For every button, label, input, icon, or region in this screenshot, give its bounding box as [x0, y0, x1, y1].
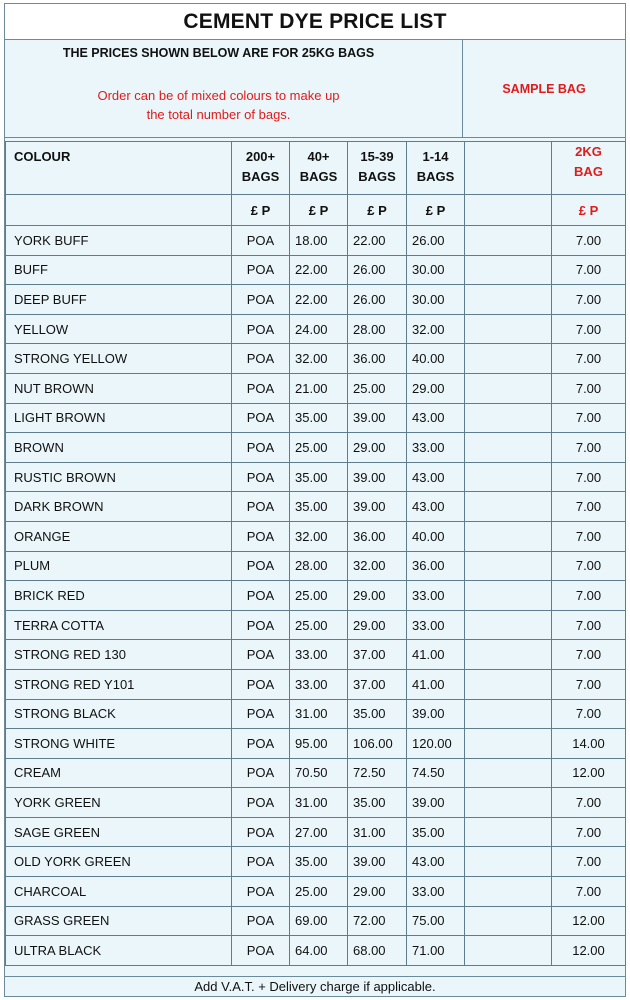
- spacer-cell: [465, 373, 552, 403]
- price-cell-c15: 39.00: [348, 847, 407, 877]
- table-row: [6, 373, 626, 403]
- price-cell-sample: 7.00: [552, 285, 626, 315]
- spacer-cell: [465, 610, 552, 640]
- price-cell-c40: 35.00: [290, 462, 348, 492]
- price-cell-c40: 35.00: [290, 847, 348, 877]
- unit-sample: £ P: [552, 195, 626, 226]
- price-cell-c1: 26.00: [407, 226, 465, 256]
- spacer-cell: [465, 877, 552, 907]
- colour-name-cell: GRASS GREEN: [6, 906, 232, 936]
- price-cell-c200: POA: [232, 551, 290, 581]
- colour-name-cell: BROWN: [6, 433, 232, 463]
- price-cell-c200: POA: [232, 521, 290, 551]
- price-cell-c200: POA: [232, 285, 290, 315]
- price-cell-c200: POA: [232, 936, 290, 966]
- price-cell-c15: 29.00: [348, 581, 407, 611]
- spacer-cell: [465, 344, 552, 374]
- price-cell-c40: 33.00: [290, 669, 348, 699]
- spacer-cell: [465, 142, 552, 195]
- price-cell-c15: 29.00: [348, 610, 407, 640]
- bag-size-heading: THE PRICES SHOWN BELOW ARE FOR 25KG BAGS: [62, 46, 375, 60]
- spacer-cell: [465, 788, 552, 818]
- unit-blank: [6, 195, 232, 226]
- table-row: [6, 344, 626, 374]
- price-cell-c40: 22.00: [290, 255, 348, 285]
- price-cell-c1: 40.00: [407, 521, 465, 551]
- price-cell-sample: 7.00: [552, 581, 626, 611]
- price-cell-c1: 32.00: [407, 314, 465, 344]
- table-row: [6, 788, 626, 818]
- price-cell-c1: 29.00: [407, 373, 465, 403]
- spacer-cell: [465, 669, 552, 699]
- colour-name-cell: CHARCOAL: [6, 877, 232, 907]
- table-row: [6, 877, 626, 907]
- qty-15-header-line2: BAGS: [358, 169, 396, 184]
- price-cell-c40: 35.00: [290, 403, 348, 433]
- price-cell-c15: 35.00: [348, 788, 407, 818]
- colour-name-cell: BRICK RED: [6, 581, 232, 611]
- table-row: [6, 285, 626, 315]
- price-cell-c15: 72.50: [348, 758, 407, 788]
- price-cell-c200: POA: [232, 817, 290, 847]
- price-cell-c200: POA: [232, 581, 290, 611]
- price-cell-c1: 35.00: [407, 817, 465, 847]
- colour-name-cell: STRONG BLACK: [6, 699, 232, 729]
- price-cell-sample: 7.00: [552, 226, 626, 256]
- vat-delivery-note: Add V.A.T. + Delivery charge if applicable.: [5, 976, 625, 996]
- qty-1-header: [407, 142, 465, 195]
- price-cell-c200: POA: [232, 640, 290, 670]
- price-cell-c40: 32.00: [290, 521, 348, 551]
- table-row: [6, 581, 626, 611]
- price-cell-c1: 33.00: [407, 433, 465, 463]
- price-cell-c15: 22.00: [348, 226, 407, 256]
- price-cell-c1: 39.00: [407, 788, 465, 818]
- price-cell-c200: POA: [232, 729, 290, 759]
- colour-name-cell: LIGHT BROWN: [6, 403, 232, 433]
- price-cell-c1: 43.00: [407, 403, 465, 433]
- price-cell-c15: 72.00: [348, 906, 407, 936]
- price-cell-sample: 7.00: [552, 640, 626, 670]
- price-table: [5, 141, 626, 966]
- price-cell-sample: 7.00: [552, 314, 626, 344]
- price-cell-c15: 39.00: [348, 403, 407, 433]
- price-cell-c40: 22.00: [290, 285, 348, 315]
- colour-name-cell: BUFF: [6, 255, 232, 285]
- price-cell-c200: POA: [232, 610, 290, 640]
- price-cell-c1: 30.00: [407, 285, 465, 315]
- spacer-cell: [465, 729, 552, 759]
- colour-name-cell: RUSTIC BROWN: [6, 462, 232, 492]
- table-row: [6, 936, 626, 966]
- table-row: [6, 669, 626, 699]
- price-cell-sample: 7.00: [552, 433, 626, 463]
- spacer-cell: [465, 195, 552, 226]
- spacer-cell: [465, 226, 552, 256]
- unit-15: £ P: [348, 195, 407, 226]
- price-cell-sample: 12.00: [552, 758, 626, 788]
- price-cell-c40: 33.00: [290, 640, 348, 670]
- price-list-sheet: [4, 3, 626, 997]
- price-cell-c1: 30.00: [407, 255, 465, 285]
- qty-40-header-line2: BAGS: [299, 169, 338, 184]
- price-cell-c40: 35.00: [290, 492, 348, 522]
- qty-200-header: [232, 142, 290, 195]
- table-row: [6, 640, 626, 670]
- spacer-cell: [465, 314, 552, 344]
- price-cell-c40: 21.00: [290, 373, 348, 403]
- price-cell-sample: 7.00: [552, 788, 626, 818]
- spacer-cell: [465, 285, 552, 315]
- price-cell-c40: 31.00: [290, 788, 348, 818]
- price-cell-c15: 28.00: [348, 314, 407, 344]
- price-cell-c15: 26.00: [348, 255, 407, 285]
- price-cell-sample: 7.00: [552, 610, 626, 640]
- price-cell-c200: POA: [232, 492, 290, 522]
- note-line-1: Order can be of mixed colours to make up: [97, 88, 340, 103]
- table-row: [6, 462, 626, 492]
- price-cell-c200: POA: [232, 699, 290, 729]
- price-cell-c1: 74.50: [407, 758, 465, 788]
- table-row: [6, 699, 626, 729]
- price-cell-c200: POA: [232, 669, 290, 699]
- spacer-cell: [465, 936, 552, 966]
- price-cell-c15: 29.00: [348, 433, 407, 463]
- colour-name-cell: CREAM: [6, 758, 232, 788]
- sample-header-line2: BAG: [574, 164, 603, 179]
- colour-name-cell: DARK BROWN: [6, 492, 232, 522]
- colour-name-cell: OLD YORK GREEN: [6, 847, 232, 877]
- price-cell-c200: POA: [232, 403, 290, 433]
- table-row: [6, 906, 626, 936]
- price-cell-sample: 7.00: [552, 669, 626, 699]
- price-cell-sample: 7.00: [552, 521, 626, 551]
- table-row: [6, 551, 626, 581]
- price-cell-sample: 7.00: [552, 877, 626, 907]
- price-cell-c200: POA: [232, 255, 290, 285]
- price-cell-c200: POA: [232, 433, 290, 463]
- price-cell-c200: POA: [232, 877, 290, 907]
- mixed-colours-note: [0, 86, 462, 124]
- spacer-cell: [465, 817, 552, 847]
- price-cell-c15: 36.00: [348, 344, 407, 374]
- colour-name-cell: ORANGE: [6, 521, 232, 551]
- price-cell-c1: 33.00: [407, 581, 465, 611]
- price-cell-c15: 31.00: [348, 817, 407, 847]
- price-cell-c15: 39.00: [348, 462, 407, 492]
- colour-name-cell: SAGE GREEN: [6, 817, 232, 847]
- price-cell-sample: 7.00: [552, 462, 626, 492]
- table-row: [6, 433, 626, 463]
- price-cell-c40: 25.00: [290, 433, 348, 463]
- colour-name-cell: PLUM: [6, 551, 232, 581]
- price-cell-c1: 43.00: [407, 492, 465, 522]
- price-cell-c15: 36.00: [348, 521, 407, 551]
- price-cell-c15: 35.00: [348, 699, 407, 729]
- qty-15-header-line1: 15-39: [360, 149, 394, 164]
- page-title: CEMENT DYE PRICE LIST: [5, 4, 625, 40]
- price-cell-c1: 75.00: [407, 906, 465, 936]
- price-cell-c40: 24.00: [290, 314, 348, 344]
- price-cell-c200: POA: [232, 373, 290, 403]
- price-cell-c40: 27.00: [290, 817, 348, 847]
- price-cell-c40: 64.00: [290, 936, 348, 966]
- price-cell-c1: 43.00: [407, 847, 465, 877]
- spacer-cell: [465, 758, 552, 788]
- spacer-cell: [465, 847, 552, 877]
- price-cell-c1: 41.00: [407, 669, 465, 699]
- price-cell-c200: POA: [232, 344, 290, 374]
- qty-15-header: [348, 142, 407, 195]
- table-row: [6, 729, 626, 759]
- price-cell-c1: 43.00: [407, 462, 465, 492]
- price-cell-c40: 28.00: [290, 551, 348, 581]
- price-cell-sample: 7.00: [552, 817, 626, 847]
- colour-name-cell: STRONG WHITE: [6, 729, 232, 759]
- price-cell-c40: 25.00: [290, 581, 348, 611]
- price-cell-c15: 37.00: [348, 669, 407, 699]
- unit-40: £ P: [290, 195, 348, 226]
- price-cell-c15: 25.00: [348, 373, 407, 403]
- price-cell-c1: 33.00: [407, 610, 465, 640]
- price-cell-c40: 25.00: [290, 610, 348, 640]
- price-cell-sample: 7.00: [552, 403, 626, 433]
- price-cell-c15: 32.00: [348, 551, 407, 581]
- price-cell-sample: 7.00: [552, 551, 626, 581]
- price-cell-c15: 37.00: [348, 640, 407, 670]
- spacer-cell: [465, 906, 552, 936]
- spacer-cell: [465, 462, 552, 492]
- price-cell-c1: 71.00: [407, 936, 465, 966]
- price-cell-c200: POA: [232, 314, 290, 344]
- price-cell-sample: 7.00: [552, 492, 626, 522]
- colour-name-cell: TERRA COTTA: [6, 610, 232, 640]
- qty-40-header: [290, 142, 348, 195]
- price-cell-sample: 7.00: [552, 344, 626, 374]
- info-section: [5, 40, 625, 138]
- price-cell-c40: 95.00: [290, 729, 348, 759]
- unit-row: [6, 195, 626, 226]
- spacer-cell: [465, 640, 552, 670]
- note-line-2: the total number of bags.: [146, 107, 291, 122]
- unit-1: £ P: [407, 195, 465, 226]
- price-cell-c40: 31.00: [290, 699, 348, 729]
- spacer-cell: [465, 699, 552, 729]
- spacer-cell: [465, 492, 552, 522]
- table-row: [6, 521, 626, 551]
- colour-name-cell: YORK GREEN: [6, 788, 232, 818]
- price-cell-sample: 12.00: [552, 906, 626, 936]
- colour-name-cell: STRONG RED 130: [6, 640, 232, 670]
- qty-1-header-line2: BAGS: [416, 169, 455, 184]
- colour-name-cell: YELLOW: [6, 314, 232, 344]
- price-cell-c1: 36.00: [407, 551, 465, 581]
- colour-name-cell: STRONG YELLOW: [6, 344, 232, 374]
- table-row: [6, 492, 626, 522]
- price-cell-c200: POA: [232, 906, 290, 936]
- colour-name-cell: ULTRA BLACK: [6, 936, 232, 966]
- price-cell-c40: 25.00: [290, 877, 348, 907]
- table-row: [6, 758, 626, 788]
- qty-40-header-line1: 40+: [307, 149, 330, 164]
- spacer-cell: [465, 581, 552, 611]
- price-cell-c15: 68.00: [348, 936, 407, 966]
- header-row: [6, 142, 626, 195]
- colour-name-cell: STRONG RED Y101: [6, 669, 232, 699]
- table-row: [6, 314, 626, 344]
- price-cell-c15: 26.00: [348, 285, 407, 315]
- price-cell-sample: 7.00: [552, 255, 626, 285]
- price-cell-c40: 69.00: [290, 906, 348, 936]
- price-cell-c200: POA: [232, 226, 290, 256]
- spacer-cell: [465, 521, 552, 551]
- colour-name-cell: NUT BROWN: [6, 373, 232, 403]
- price-cell-c200: POA: [232, 847, 290, 877]
- price-cell-c40: 70.50: [290, 758, 348, 788]
- qty-200-header-line1: 200+: [245, 149, 276, 164]
- spacer-cell: [465, 403, 552, 433]
- price-cell-c200: POA: [232, 462, 290, 492]
- table-row: [6, 610, 626, 640]
- price-cell-c200: POA: [232, 788, 290, 818]
- unit-200: £ P: [232, 195, 290, 226]
- price-cell-sample: 14.00: [552, 729, 626, 759]
- table-row: [6, 403, 626, 433]
- price-cell-c1: 40.00: [407, 344, 465, 374]
- qty-1-header-line1: 1-14: [422, 149, 449, 164]
- colour-header: COLOUR: [6, 142, 232, 195]
- price-cell-c1: 33.00: [407, 877, 465, 907]
- table-row: [6, 817, 626, 847]
- price-cell-c200: POA: [232, 758, 290, 788]
- price-cell-c1: 41.00: [407, 640, 465, 670]
- price-cell-sample: 7.00: [552, 847, 626, 877]
- table-row: [6, 847, 626, 877]
- price-cell-sample: 12.00: [552, 936, 626, 966]
- price-cell-c40: 32.00: [290, 344, 348, 374]
- spacer-cell: [465, 255, 552, 285]
- price-cell-c1: 120.00: [407, 729, 465, 759]
- price-cell-c15: 39.00: [348, 492, 407, 522]
- price-cell-c1: 39.00: [407, 699, 465, 729]
- colour-name-cell: DEEP BUFF: [6, 285, 232, 315]
- info-notes: [5, 40, 463, 137]
- price-cell-sample: 7.00: [552, 699, 626, 729]
- price-cell-c15: 106.00: [348, 729, 407, 759]
- sample-header: [552, 142, 626, 195]
- colour-name-cell: YORK BUFF: [6, 226, 232, 256]
- price-cell-sample: 7.00: [552, 373, 626, 403]
- spacer-cell: [465, 433, 552, 463]
- sample-header-line1: 2KG: [575, 144, 602, 159]
- table-row: [6, 226, 626, 256]
- sample-bag-label: SAMPLE BAG: [502, 82, 586, 96]
- price-cell-c40: 18.00: [290, 226, 348, 256]
- price-cell-c15: 29.00: [348, 877, 407, 907]
- table-row: [6, 255, 626, 285]
- qty-200-header-line2: BAGS: [241, 169, 280, 184]
- spacer-cell: [465, 551, 552, 581]
